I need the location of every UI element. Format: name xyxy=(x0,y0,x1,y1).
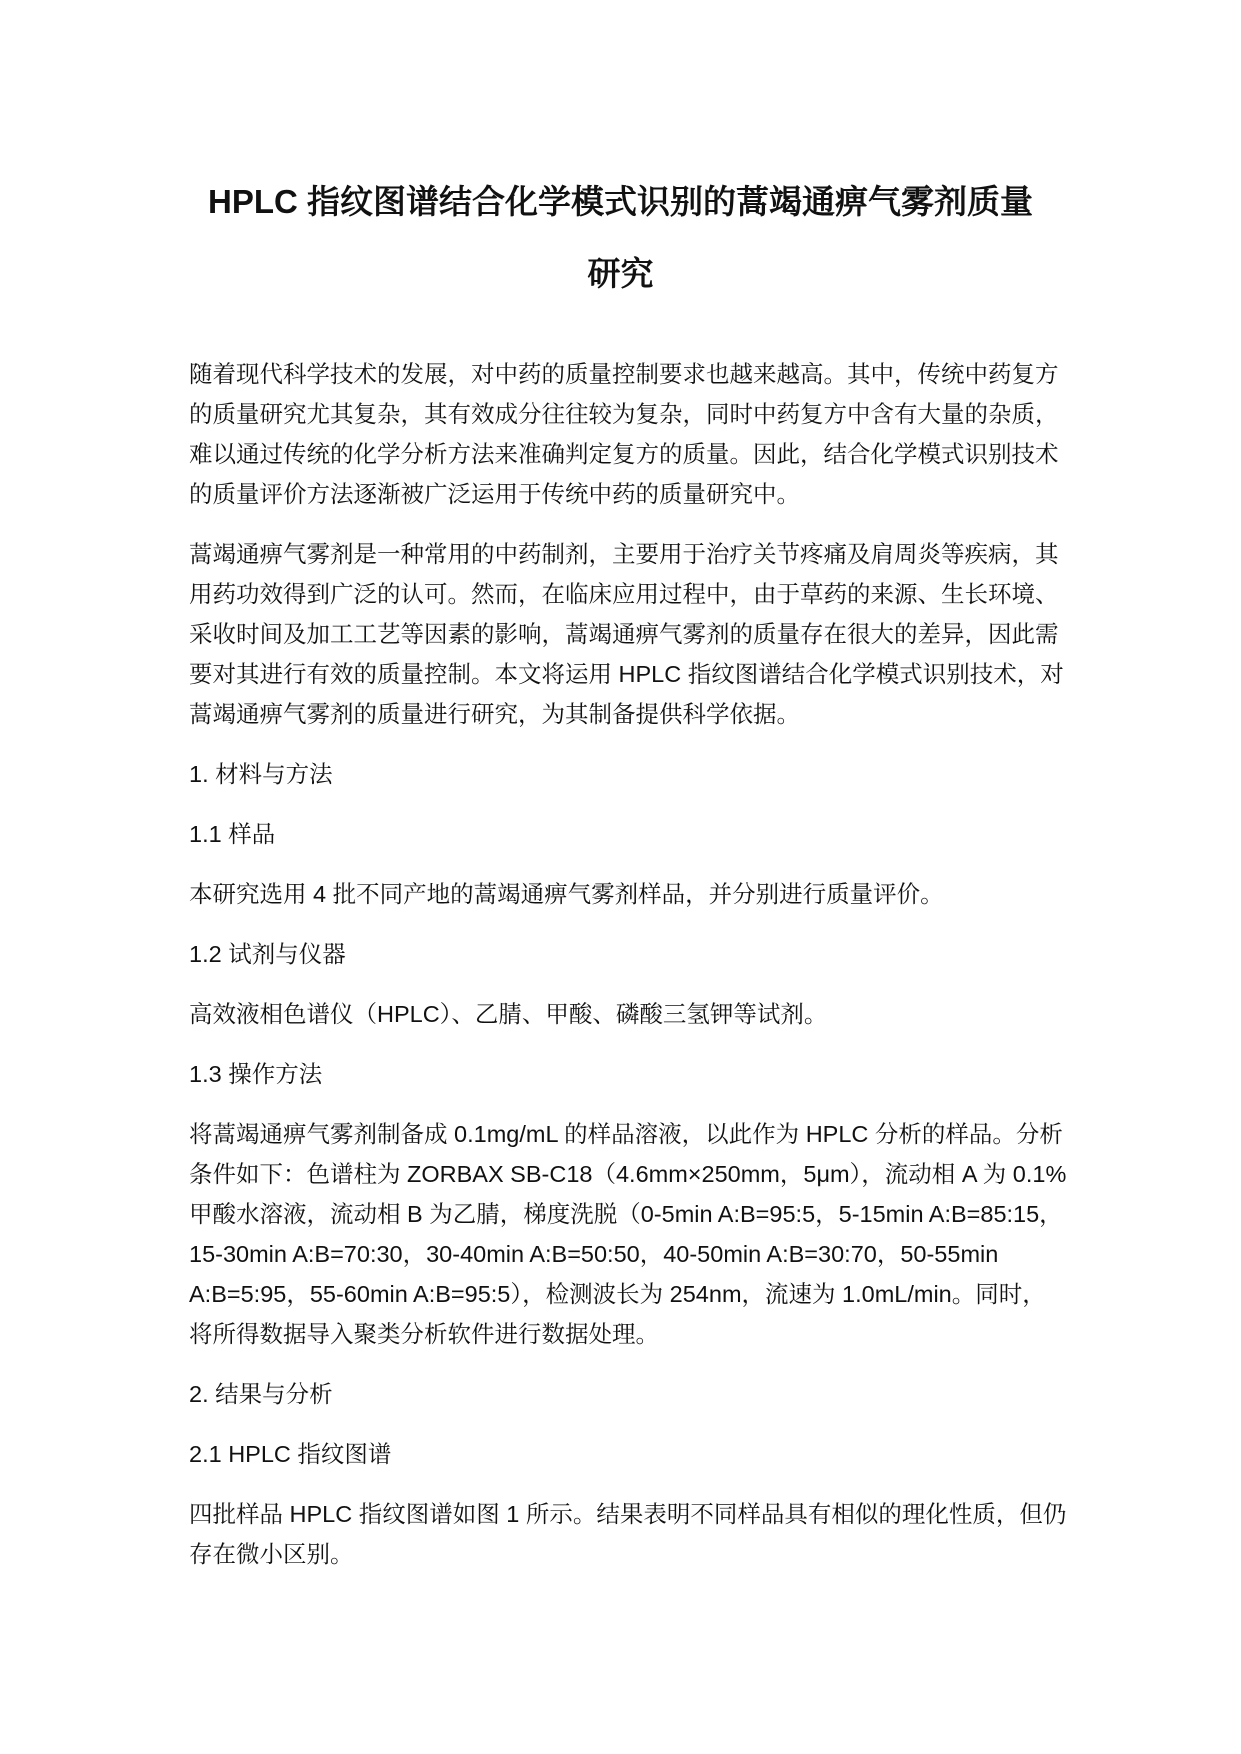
subsection-heading: 1.3 操作方法 xyxy=(189,1061,323,1087)
section-results-analysis xyxy=(189,1374,1067,1574)
text-line: 将所得数据导入聚类分析软件进行数据处理。 xyxy=(189,1321,659,1347)
text-line: 随着现代科学技术的发展，对中药的质量控制要求也越来越高。其中，传统中药复方 xyxy=(189,361,1059,387)
title-line: HPLC 指纹图谱结合化学模式识别的蒿竭通痹气雾剂质量 xyxy=(208,183,1033,220)
text-line: 的质量评价方法逐渐被广泛运用于传统中药的质量研究中。 xyxy=(189,481,800,507)
introduction xyxy=(189,354,1064,734)
subsection-heading: 1.2 试剂与仪器 xyxy=(189,941,346,967)
text-line: 用药功效得到广泛的认可。然而，在临床应用过程中，由于草药的来源、生长环境、 xyxy=(189,581,1059,607)
text-line: 要对其进行有效的质量控制。本文将运用 HPLC 指纹图谱结合化学模式识别技术，对 xyxy=(189,661,1064,687)
text-line: 的质量研究尤其复杂，其有效成分往往较为复杂，同时中药复方中含有大量的杂质， xyxy=(189,401,1059,427)
text-line: 难以通过传统的化学分析方法来准确判定复方的质量。因此，结合化学模式识别技术 xyxy=(189,441,1059,467)
paragraph xyxy=(189,534,1064,734)
title-line: 研究 xyxy=(587,255,654,292)
document-body xyxy=(189,354,1067,1594)
text-line: 条件如下：色谱柱为 ZORBAX SB-C18（4.6mm×250mm，5μm），流动相 A 为 0.1% xyxy=(189,1161,1067,1187)
paragraph xyxy=(189,1114,1067,1354)
text-line: 蒿竭通痹气雾剂是一种常用的中药制剂，主要用于治疗关节疼痛及肩周炎等疾病，其 xyxy=(189,541,1059,567)
text-line: 甲酸水溶液，流动相 B 为乙腈，梯度洗脱（0-5min A:B=95:5，5-15min A:B=85:15， xyxy=(189,1201,1063,1227)
subsection-heading: 1.1 样品 xyxy=(189,821,276,847)
text-line: 15-30min A:B=70:30，30-40min A:B=50:50，40-50min A:B=30:70，50-55min xyxy=(189,1241,999,1267)
section-materials-methods xyxy=(189,754,1067,1354)
document-title xyxy=(0,166,1241,310)
paragraph xyxy=(189,874,1059,914)
text-line: 存在微小区别。 xyxy=(189,1541,354,1567)
subsection-heading: 2.1 HPLC 指纹图谱 xyxy=(189,1441,392,1467)
text-line: 采收时间及加工工艺等因素的影响，蒿竭通痹气雾剂的质量存在很大的差异，因此需 xyxy=(189,621,1059,647)
text-line: 将蒿竭通痹气雾剂制备成 0.1mg/mL 的样品溶液，以此作为 HPLC 分析的样品。分析 xyxy=(189,1121,1063,1147)
section-heading: 2. 结果与分析 xyxy=(189,1381,333,1407)
paragraph xyxy=(189,994,1059,1034)
text-line: A:B=5:95，55-60min A:B=95:5），检测波长为 254nm，流速为 1.0mL/min。同时， xyxy=(189,1281,1046,1307)
section-heading: 1. 材料与方法 xyxy=(189,761,333,787)
text-line: 蒿竭通痹气雾剂的质量进行研究，为其制备提供科学依据。 xyxy=(189,701,800,727)
paragraph xyxy=(189,1494,1067,1574)
text-line: 本研究选用 4 批不同产地的蒿竭通痹气雾剂样品，并分别进行质量评价。 xyxy=(189,881,944,907)
text-line: 四批样品 HPLC 指纹图谱如图 1 所示。结果表明不同样品具有相似的理化性质，但仍 xyxy=(189,1501,1067,1527)
paragraph xyxy=(189,354,1059,514)
text-line: 高效液相色谱仪（HPLC）、乙腈、甲酸、磷酸三氢钾等试剂。 xyxy=(189,1001,828,1027)
